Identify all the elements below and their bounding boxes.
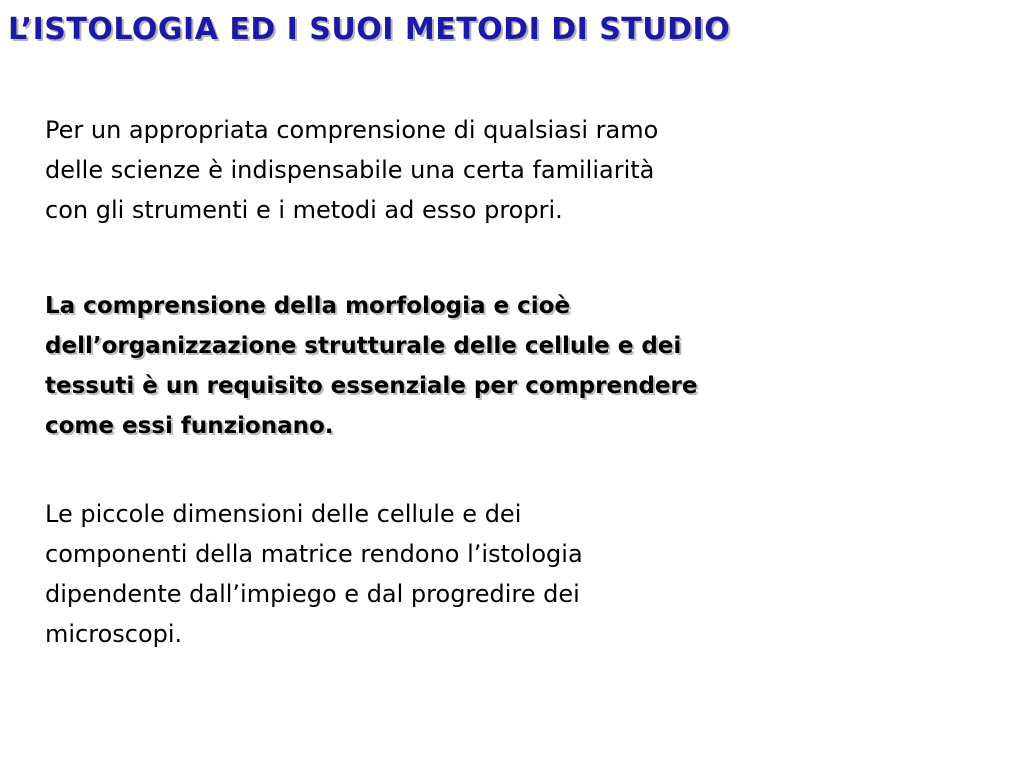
paragraph-line: dell’organizzazione strutturale delle cellule e dei [45,333,682,359]
paragraph-line: microscopi. [45,620,183,648]
paragraph-line: con gli strumenti e i metodi ad esso propri. [45,196,563,224]
paragraph-line: come essi funzionano. [45,413,334,439]
paragraph-intro [45,110,658,230]
slide-title: L’ISTOLOGIA ED I SUOI METODI DI STUDIO [8,12,731,47]
paragraph-morphology [45,286,697,446]
paragraph-microscopes [45,494,583,654]
paragraph-line: componenti della matrice rendono l’istologia [45,540,583,568]
paragraph-line: tessuti è un requisito essenziale per comprendere [45,373,698,399]
paragraph-line: La comprensione della morfologia e cioè [45,293,571,319]
paragraph-line: dipendente dall’impiego e dal progredire dei [45,580,580,608]
paragraph-line: delle scienze è indispensabile una certa familiarità [45,156,655,184]
paragraph-line: Le piccole dimensioni delle cellule e dei [45,500,522,528]
paragraph-line: Per un appropriata comprensione di qualsiasi ramo [45,116,659,144]
